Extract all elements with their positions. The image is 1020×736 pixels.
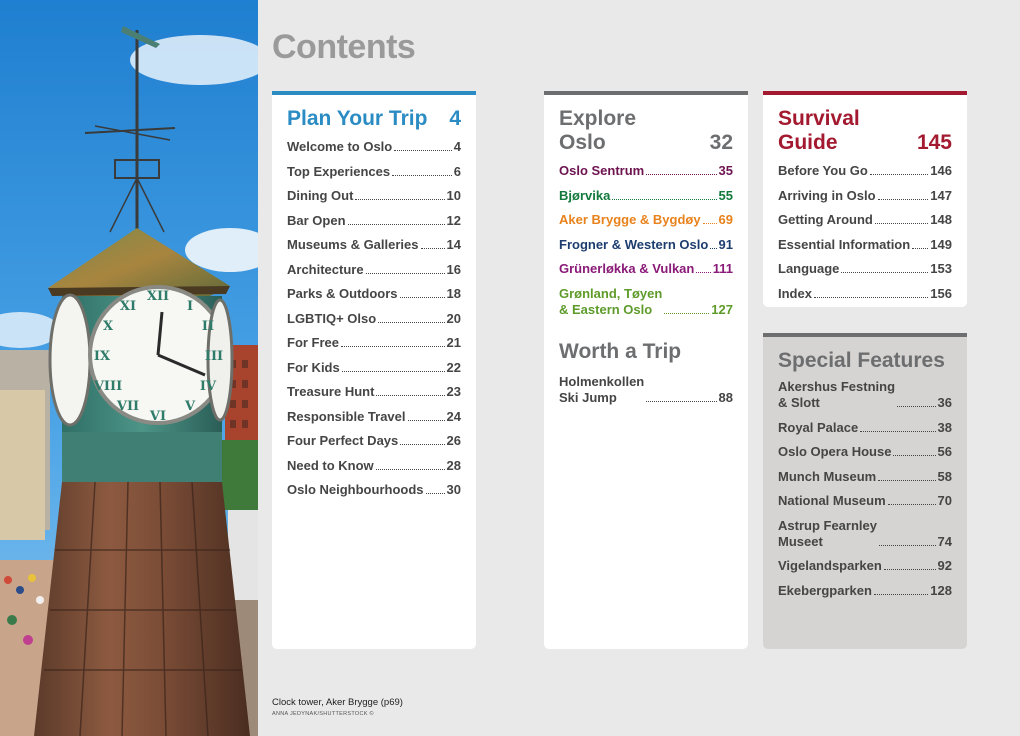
toc-entry-page: 69 [718, 212, 733, 227]
toc-entry-label: LGBTIQ+ Olso [287, 310, 377, 326]
dot-leader [400, 444, 444, 445]
toc-entry[interactable] [778, 583, 952, 599]
photo-credit: ANNA JEDYNAK/SHUTTERSTOCK © [272, 711, 374, 717]
toc-entry[interactable] [287, 482, 461, 498]
toc-entry[interactable] [778, 261, 952, 277]
svg-text:XI: XI [119, 299, 137, 314]
toc-entry-label: For Free [287, 335, 340, 350]
toc-entry-label: Index [778, 285, 812, 301]
toc-entry-page: 20 [446, 310, 461, 326]
toc-entry-page: 12 [446, 212, 461, 228]
toc-entry-page: 149 [930, 236, 952, 252]
toc-entry-page: 14 [446, 237, 461, 252]
toc-entry[interactable] [559, 286, 733, 318]
special-features-list [778, 379, 952, 599]
dot-leader [912, 248, 928, 249]
toc-entry[interactable] [287, 188, 461, 204]
toc-entry-page: 91 [718, 236, 733, 252]
special-features-heading [778, 349, 952, 373]
toc-entry-label: Bar Open [287, 212, 346, 228]
dot-leader [394, 150, 452, 151]
dot-leader [612, 199, 716, 200]
survival-guide-heading[interactable] [778, 107, 952, 155]
toc-entry[interactable] [559, 374, 733, 406]
dot-leader [870, 174, 928, 175]
dot-leader [392, 175, 452, 176]
dot-leader [878, 199, 929, 200]
dot-leader [841, 272, 928, 273]
toc-entry-page: 58 [937, 468, 952, 484]
toc-entry-label: Treasure Hunt [287, 384, 375, 399]
section-page: 32 [709, 131, 733, 154]
toc-entry-label: Museums & Galleries [287, 237, 419, 252]
toc-entry-label: Welcome to Oslo [287, 139, 393, 154]
toc-entry-label: Grünerløkka & Vulkan [559, 261, 695, 276]
toc-entry[interactable] [778, 188, 952, 204]
dot-leader [664, 313, 709, 314]
toc-entry-label: Aker Brygge & Bygdøy [559, 212, 701, 227]
survival-guide-card [763, 91, 967, 307]
cover-photo-clock-tower [0, 0, 258, 736]
dot-leader [703, 223, 717, 224]
toc-entry-page: 128 [930, 582, 952, 598]
svg-text:IV: IV [199, 379, 217, 394]
toc-entry-label: Oslo Sentrum [559, 163, 645, 178]
svg-text:V: V [184, 399, 196, 414]
toc-entry-page: 146 [930, 163, 952, 178]
dot-leader [378, 322, 444, 323]
toc-entry[interactable] [287, 360, 461, 376]
toc-entry[interactable] [778, 420, 952, 436]
plan-your-trip-heading[interactable] [287, 107, 461, 131]
toc-entry-page: 10 [446, 188, 461, 203]
toc-entry-page: 4 [453, 139, 461, 154]
toc-entry-label: Royal Palace [778, 419, 859, 435]
toc-entry-label: Akershus Festning & Slott [778, 379, 896, 410]
plan-your-trip-list [287, 139, 461, 498]
toc-entry[interactable] [287, 213, 461, 229]
toc-entry-page: 18 [446, 286, 461, 301]
toc-entry-label: Essential Information [778, 236, 911, 252]
toc-entry-page: 28 [446, 457, 461, 473]
svg-text:XII: XII [146, 289, 170, 304]
svg-text:III: III [204, 349, 224, 364]
toc-entry[interactable] [559, 188, 733, 204]
toc-entry[interactable] [778, 286, 952, 302]
dot-leader [875, 223, 928, 224]
section-title: Plan Your Trip [287, 107, 428, 130]
toc-entry-label: Dining Out [287, 188, 354, 203]
toc-entry[interactable] [778, 379, 952, 411]
special-features-card [763, 333, 967, 649]
toc-entry[interactable] [287, 433, 461, 449]
dot-leader [646, 401, 716, 402]
dot-leader [884, 569, 936, 570]
toc-entry[interactable] [287, 409, 461, 425]
toc-entry[interactable] [287, 335, 461, 351]
toc-entry[interactable] [287, 458, 461, 474]
dot-leader [341, 346, 445, 347]
toc-entry-page: 38 [937, 419, 952, 435]
toc-entry-label: Oslo Neighbourhoods [287, 482, 424, 497]
toc-entry-label: Language [778, 261, 840, 276]
toc-entry[interactable] [778, 237, 952, 253]
section-page: 4 [449, 107, 461, 130]
page-title: Contents [272, 28, 416, 66]
toc-entry-label: Arriving in Oslo [778, 187, 876, 203]
toc-entry-page: 55 [718, 187, 733, 203]
toc-entry-page: 21 [446, 335, 461, 350]
dot-leader [342, 371, 445, 372]
toc-entry-page: 24 [446, 408, 461, 424]
survival-guide-list [778, 163, 952, 302]
dot-leader [893, 455, 935, 456]
dot-leader [408, 420, 445, 421]
toc-entry[interactable] [778, 558, 952, 574]
toc-entry-page: 35 [718, 163, 733, 178]
toc-entry-label: Top Experiences [287, 163, 391, 179]
svg-text:II: II [201, 319, 215, 334]
toc-entry-label: Oslo Opera House [778, 444, 892, 459]
toc-entry-page: 26 [446, 433, 461, 448]
toc-entry-label: Getting Around [778, 212, 873, 227]
toc-entry[interactable] [778, 469, 952, 485]
svg-text:IX: IX [93, 349, 111, 364]
toc-entry[interactable] [559, 261, 733, 277]
toc-entry[interactable] [287, 139, 461, 155]
explore-oslo-list [559, 163, 733, 318]
svg-text:X: X [102, 319, 114, 334]
toc-entry-label: Astrup Fearnley Museet [778, 517, 877, 549]
dot-leader [355, 199, 444, 200]
toc-entry-label: Ekebergparken [778, 582, 872, 598]
toc-entry-label: Vigelandsparken [778, 558, 882, 573]
toc-entry-page: 56 [937, 444, 952, 459]
toc-entry-page: 153 [930, 261, 952, 276]
toc-entry[interactable] [559, 163, 733, 179]
dot-leader [874, 594, 928, 595]
toc-entry-label: Grønland, Tøyen & Eastern Oslo [559, 285, 663, 317]
toc-entry-page: 22 [446, 359, 461, 375]
toc-entry[interactable] [287, 262, 461, 278]
dot-leader [348, 224, 445, 225]
toc-entry-page: 147 [930, 187, 952, 203]
toc-entry-label: Parks & Outdoors [287, 286, 398, 301]
toc-entry-page: 88 [718, 389, 733, 405]
toc-entry-page: 127 [711, 301, 733, 317]
toc-entry[interactable] [778, 444, 952, 460]
toc-entry-page: 6 [453, 163, 461, 179]
dot-leader [376, 469, 445, 470]
toc-entry-page: 16 [446, 261, 461, 277]
section-title: Special Features [778, 349, 945, 372]
dot-leader [646, 174, 716, 175]
dot-leader [814, 297, 928, 298]
toc-entry-label: National Museum [778, 493, 886, 508]
toc-entry-label: Before You Go [778, 163, 868, 178]
toc-entry-page: 23 [446, 384, 461, 399]
toc-entry-label: Need to Know [287, 457, 374, 473]
toc-entry-page: 111 [712, 261, 733, 276]
dot-leader [696, 272, 710, 273]
plan-your-trip-card [272, 91, 476, 649]
svg-text:VIII: VIII [93, 379, 123, 394]
dot-leader [421, 248, 445, 249]
dot-leader [366, 273, 445, 274]
toc-entry[interactable] [559, 212, 733, 228]
section-title: Explore Oslo [559, 107, 637, 154]
worth-a-trip-list [559, 374, 733, 406]
explore-oslo-heading[interactable] [559, 107, 733, 155]
toc-entry[interactable] [778, 212, 952, 228]
toc-entry-label: Four Perfect Days [287, 433, 399, 448]
svg-text:VII: VII [116, 399, 140, 414]
toc-entry-label: Munch Museum [778, 468, 877, 484]
section-title: Survival Guide [778, 107, 860, 154]
svg-text:VI: VI [149, 409, 167, 424]
toc-entry-page: 30 [446, 482, 461, 497]
toc-entry-page: 156 [930, 285, 952, 301]
toc-entry[interactable] [778, 493, 952, 509]
dot-leader [888, 504, 936, 505]
toc-entry-label: Bjørvika [559, 187, 611, 203]
toc-entry-page: 92 [937, 558, 952, 573]
toc-entry-label: Responsible Travel [287, 408, 406, 424]
dot-leader [860, 431, 935, 432]
toc-entry-page: 70 [937, 493, 952, 508]
toc-entry[interactable] [287, 164, 461, 180]
toc-entry-label: For Kids [287, 359, 340, 375]
dot-leader [897, 406, 936, 407]
section-page: 145 [916, 131, 952, 154]
svg-text:I: I [186, 299, 194, 314]
worth-a-trip-heading: Worth a Trip [559, 339, 682, 363]
toc-entry[interactable] [778, 163, 952, 179]
toc-entry[interactable] [559, 237, 733, 253]
toc-entry-label: Frogner & Western Oslo [559, 236, 709, 252]
toc-entry[interactable] [287, 237, 461, 253]
dot-leader [426, 493, 445, 494]
photo-caption: Clock tower, Aker Brygge (p69) [272, 697, 403, 708]
toc-entry-page: 36 [937, 395, 952, 410]
toc-entry[interactable] [287, 384, 461, 400]
toc-entry-label: Holmenkollen Ski Jump [559, 373, 645, 405]
dot-leader [878, 480, 935, 481]
explore-oslo-card [544, 91, 748, 649]
toc-entry[interactable] [778, 518, 952, 550]
dot-leader [400, 297, 445, 298]
toc-entry[interactable] [287, 311, 461, 327]
dot-leader [879, 545, 936, 546]
toc-entry-label: Architecture [287, 261, 364, 277]
toc-entry-page: 148 [930, 212, 952, 227]
dot-leader [376, 395, 444, 396]
toc-entry-page: 74 [937, 533, 952, 549]
dot-leader [710, 248, 716, 249]
toc-entry[interactable] [287, 286, 461, 302]
